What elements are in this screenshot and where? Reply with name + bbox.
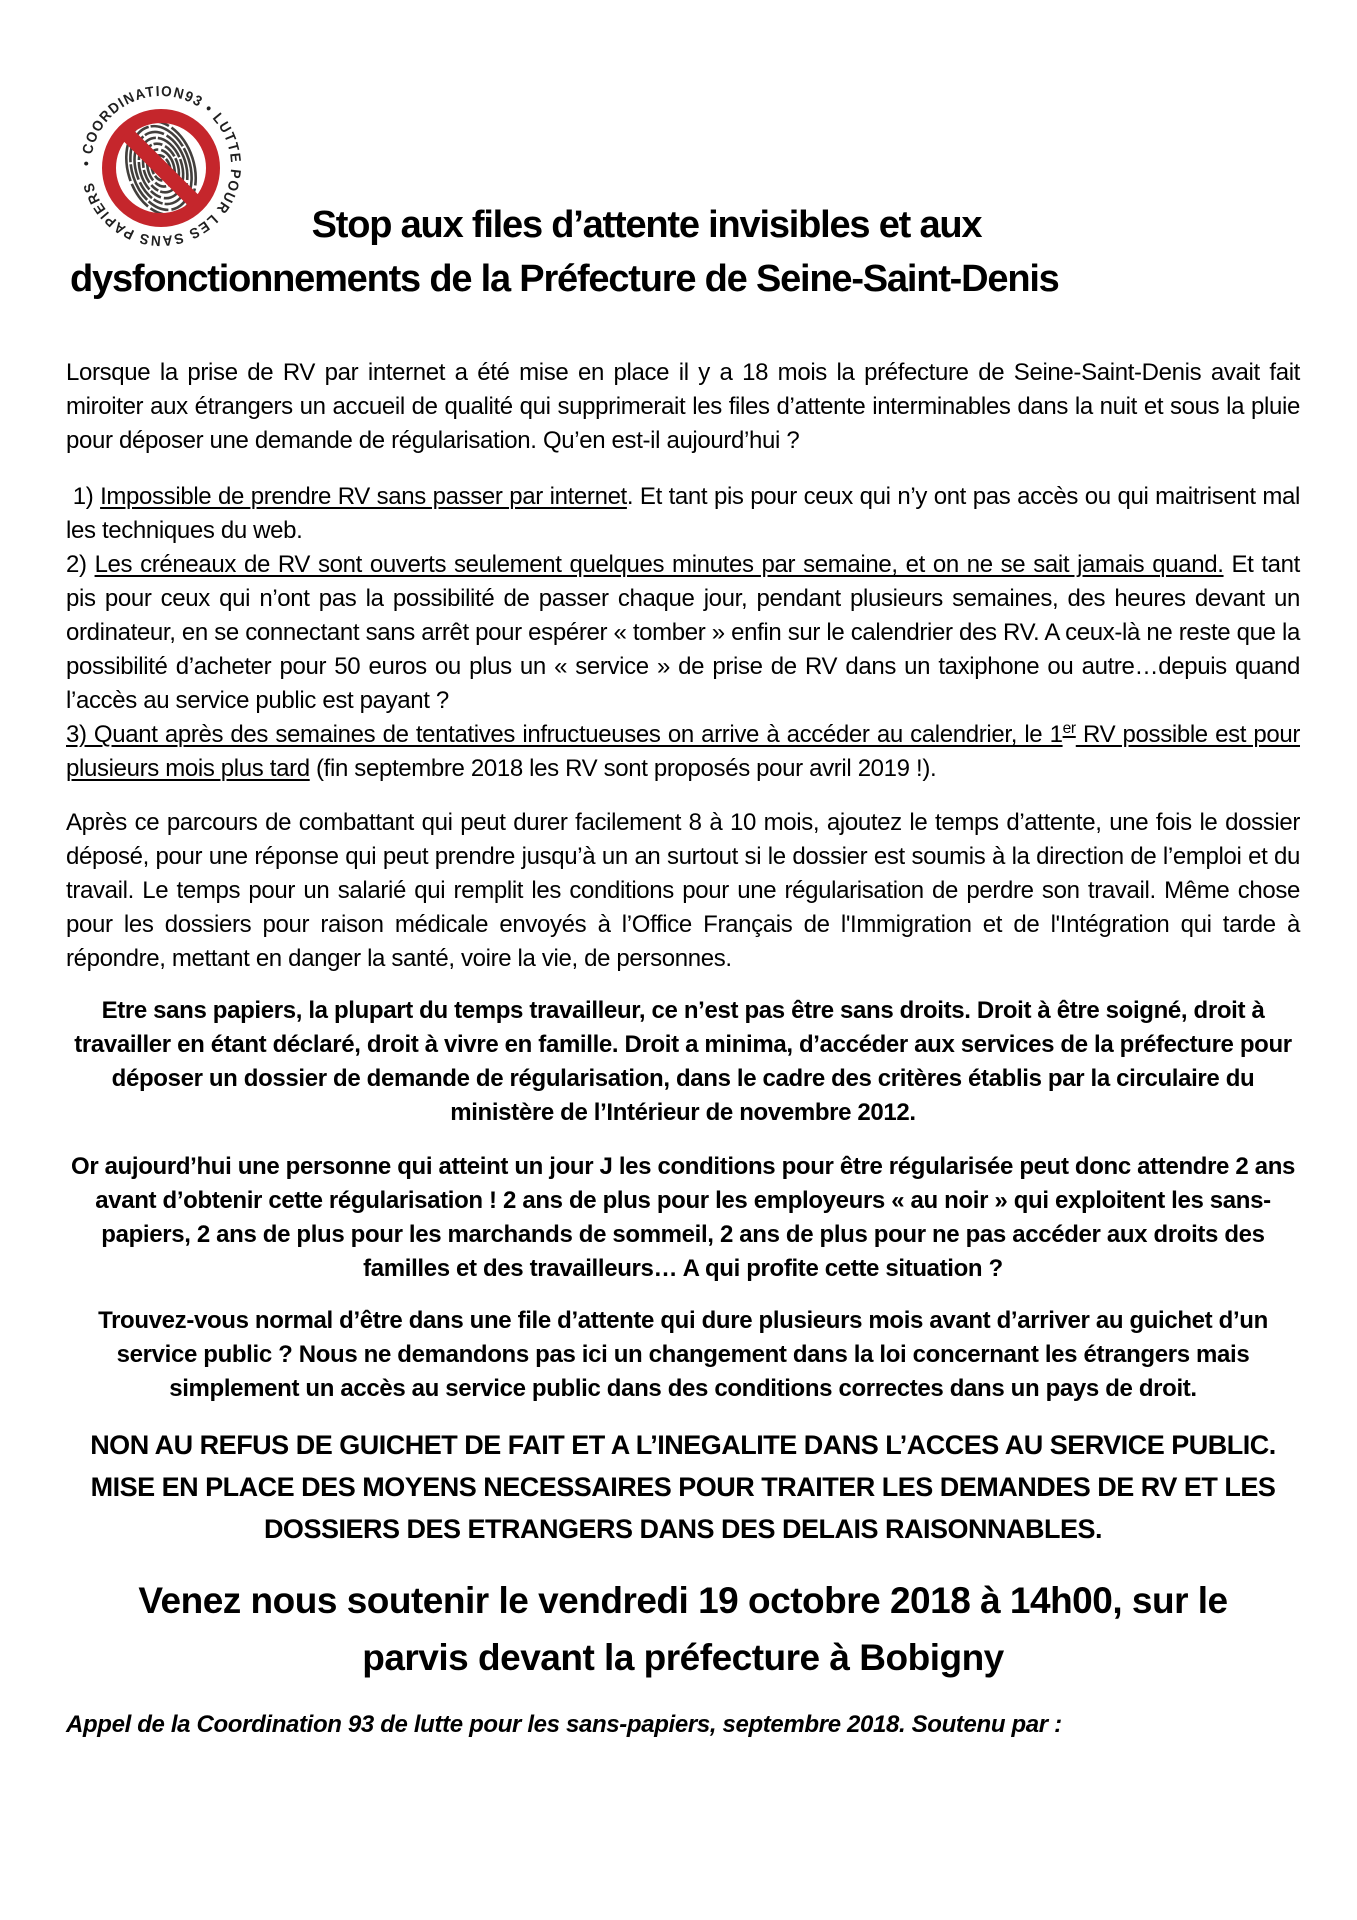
two-years-paragraph: Or aujourd’hui une personne qui atteint un jour J les conditions pour être régularisée peut donc attendre 2 ans avant d’obtenir cette régularisation ! 2 ans de plus pour les employeurs « au noir » qui exploitent les sans-papiers, 2 ans de plus pour les marchands de sommeil, 2 ans de plus pour ne pas accéder aux droits des familles et des travailleurs… A qui profite cette situation ?: [71, 1153, 1295, 1282]
numbered-point-2: 2) Les créneaux de RV sont ouverts seulement quelques minutes par semaine, et on ne se sait jamais quand. Et tant pis pour ceux qui n’ont pas la possibilité de passer chaque jour, pendant plusieurs semaines, des heures devant un ordinateur, en se connectant sans arrêt pour espérer « tomber » enfin sur le calendrier des RV. A ceux-là ne reste que la possibilité d’acheter pour 50 euros ou plus un « service » de prise de RV dans un taxiphone ou autre…depuis quand l’accès au service public est payant ?: [66, 551, 1300, 714]
delays-paragraph: Après ce parcours de combattant qui peut durer facilement 8 à 10 mois, ajoutez le temps d’attente, une fois le dossier déposé, pour une réponse qui peut prendre jusqu’à un an surtout si le dossier est soumis à la direction de l’emploi et du travail. Le temps pour un salarié qui remplit les conditions pour une régularisation de perdre son travail. Même chose pour les dossiers pour raison médicale envoyés à l’Office Français de l'Immigration et de l'Intégration qui tarde à répondre, mettant en danger la santé, voire la vie, de personnes.: [66, 809, 1300, 972]
document-content: [66, 0, 1300, 1742]
numbered-point-3: 3) Quant après des semaines de tentatives infructueuses on arrive à accéder au calendrier, le 1er RV possible est pour plusieurs mois plus tard (fin septembre 2018 les RV sont proposés pour avril 2019 !).: [66, 720, 1300, 782]
intro-paragraph: Lorsque la prise de RV par internet a été mise en place il y a 18 mois la préfecture de Seine-Saint-Denis avait fait miroiter aux étrangers un accueil de qualité qui supprimerait les files d’attente interminables dans la nuit et sous la pluie pour déposer une demande de régularisation. Qu’en est-il aujourd’hui ?: [66, 359, 1300, 454]
footer-credit: Appel de la Coordination 93 de lutte pour les sans-papiers, septembre 2018. Soutenu par :: [66, 1711, 1062, 1738]
numbered-points: [66, 480, 1300, 786]
logo-circular-text: • COORDINATION93 • LUTTE POUR LES SANS PAPIERS: [78, 83, 244, 249]
page-title: Stop aux files d’attente invisibles et aux dysfonctionnements de la Préfecture de Seine-Saint-Denis: [70, 204, 1059, 300]
question-paragraph: Trouvez-vous normal d’être dans une file d’attente qui dure plusieurs mois avant d’arriver au guichet d’un service public ? Nous ne demandons pas ici un changement dans la loi concernant les étrangers mais simplement un accès au service public dans des conditions correctes dans un pays de droit.: [98, 1307, 1268, 1402]
demands-statement: NON AU REFUS DE GUICHET DE FAIT ET A L’INEGALITE DANS L’ACCES AU SERVICE PUBLIC. MISE EN PLACE DES MOYENS NECESSAIRES POUR TRAITER LES DEMANDES DE RV ET LES DOSSIERS DES ETRANGERS DANS DES DELAIS RAISONNABLES.: [90, 1430, 1276, 1544]
call-to-action-banner: Venez nous soutenir le vendredi 19 octobre 2018 à 14h00, sur le parvis devant la préfecture à Bobigny: [138, 1580, 1228, 1678]
numbered-point-1: 1) Impossible de prendre RV sans passer par internet. Et tant pis pour ceux qui n’y ont pas accès ou qui maitrisent mal les techniques du web.: [66, 483, 1300, 544]
rights-paragraph: Etre sans papiers, la plupart du temps travailleur, ce n’est pas être sans droits. Droit à être soigné, droit à travailler en étant déclaré, droit à vivre en famille. Droit a minima, d’accéder aux services de la préfecture pour déposer un dossier de demande de régularisation, dans le cadre des critères établis par la circulaire du ministère de l’Intérieur de novembre 2012.: [74, 997, 1292, 1126]
